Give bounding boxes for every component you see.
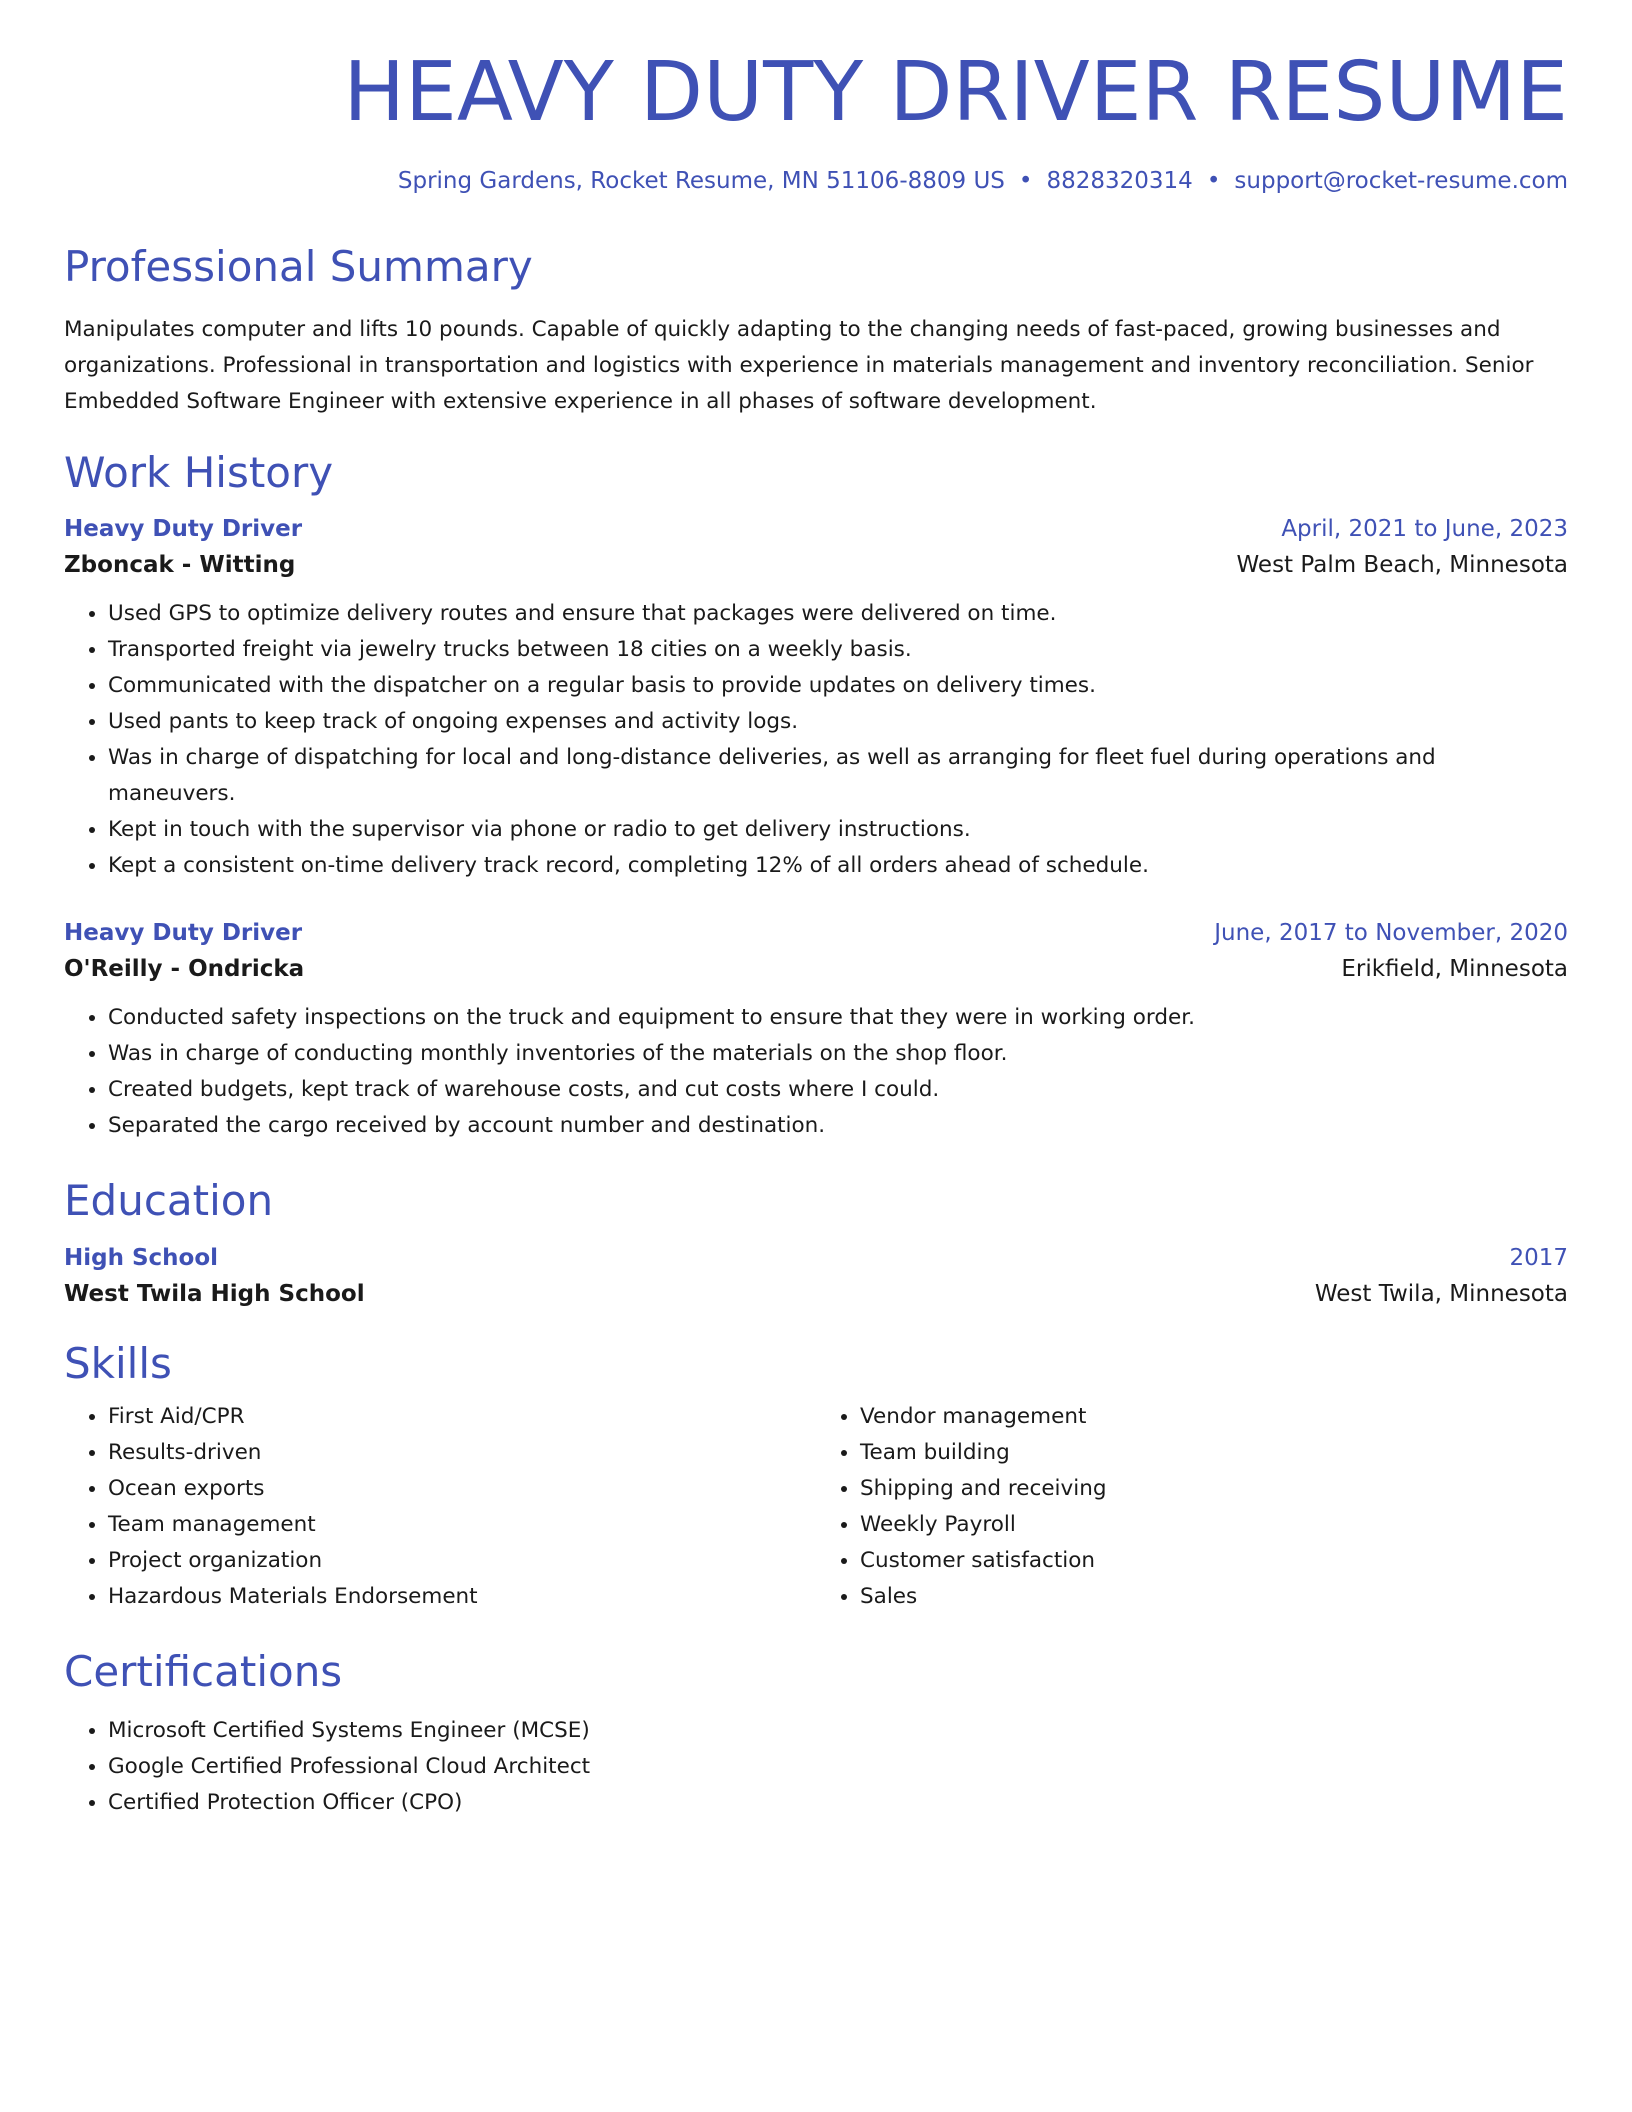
contact-phone: 8828320314	[1046, 168, 1193, 194]
certifications-list	[64, 1713, 1568, 1821]
job-bullet: • Conducted safety inspections on the truck and equipment to ensure that they were in working order.	[108, 1000, 1568, 1036]
job-bullets	[64, 1000, 1568, 1144]
certification-item: • Microsoft Certified Systems Engineer (MCSE)	[108, 1713, 1568, 1749]
skill-item: • Team building	[860, 1435, 1568, 1471]
contact-separator: •	[1206, 168, 1221, 194]
contact-address: Spring Gardens, Rocket Resume, MN 51106-8809 US	[397, 168, 1005, 194]
summary-text: Manipulates computer and lifts 10 pounds. Capable of quickly adapting to the changing needs of fast-paced, growing businesses and organizations. Professional in transportation and logistics with experience in materials management and inventory reconciliation. Senior Embedded Software Engineer with extensive experience in all phases of software development.	[64, 317, 1534, 415]
contact-line	[64, 168, 1568, 194]
job-location: West Palm Beach, Minnesota	[1236, 552, 1568, 579]
job-bullet: • Created budgets, kept track of warehouse costs, and cut costs where I could.	[108, 1072, 1568, 1108]
job-location: Erikfield, Minnesota	[1341, 956, 1568, 983]
education-school: West Twila High School	[64, 1280, 365, 1307]
skill-item: • Shipping and receiving	[860, 1471, 1568, 1507]
certification-item: • Google Certified Professional Cloud Architect	[108, 1749, 1568, 1785]
skills-heading: Skills	[64, 1338, 172, 1388]
job-bullet: • Communicated with the dispatcher on a regular basis to provide updates on delivery times.	[108, 668, 1568, 704]
job-company: O'Reilly - Ondricka	[64, 956, 305, 983]
summary-heading: Professional Summary	[64, 242, 533, 291]
skill-item: • Project organization	[108, 1543, 816, 1579]
certification-item: • Certified Protection Officer (CPO)	[108, 1785, 1568, 1821]
job-bullet: • Kept in touch with the supervisor via phone or radio to get delivery instructions.	[108, 812, 1568, 848]
job-bullet: • Separated the cargo received by account number and destination.	[108, 1108, 1568, 1144]
job-bullet: • Kept a consistent on-time delivery track record, completing 12% of all orders ahead of schedule.	[108, 848, 1568, 884]
contact-separator: •	[1018, 168, 1033, 194]
job-company: Zboncak - Witting	[64, 552, 296, 579]
job-bullet: • Used GPS to optimize delivery routes and ensure that packages were delivered on time.	[108, 596, 1568, 632]
skill-item: • First Aid/CPR	[108, 1399, 816, 1435]
skill-item: • Sales	[860, 1579, 1568, 1615]
skill-item: • Ocean exports	[108, 1471, 816, 1507]
skill-item: • Customer satisfaction	[860, 1543, 1568, 1579]
education-degree: High School	[64, 1244, 219, 1271]
job-bullet: • Was in charge of dispatching for local and long-distance deliveries, as well as arranging for fleet fuel during operations and maneuvers.	[108, 740, 1568, 812]
job-bullet: • Used pants to keep track of ongoing expenses and activity logs.	[108, 704, 1568, 740]
job-bullets	[64, 596, 1568, 884]
education-entry	[64, 1245, 1568, 1307]
skills-column-left	[64, 1399, 816, 1615]
certifications-heading: Certifications	[64, 1646, 343, 1696]
job-entry	[64, 920, 1568, 1144]
job-role: Heavy Duty Driver	[64, 516, 303, 543]
skill-item: • Vendor management	[860, 1399, 1568, 1435]
skill-item: • Team management	[108, 1507, 816, 1543]
resume-page	[64, 45, 1568, 1821]
job-dates: June, 2017 to November, 2020	[1214, 920, 1568, 947]
resume-title: HEAVY DUTY DRIVER RESUME	[343, 45, 1568, 140]
skill-item: • Weekly Payroll	[860, 1507, 1568, 1543]
contact-email: support@rocket-resume.com	[1234, 168, 1568, 194]
skill-item: • Results-driven	[108, 1435, 816, 1471]
education-location: West Twila, Minnesota	[1314, 1280, 1568, 1307]
job-dates: April, 2021 to June, 2023	[1281, 516, 1568, 543]
job-bullet: • Transported freight via jewelry trucks between 18 cities on a weekly basis.	[108, 632, 1568, 668]
job-role: Heavy Duty Driver	[64, 920, 303, 947]
work-history-heading: Work History	[64, 448, 334, 498]
education-year: 2017	[1509, 1244, 1568, 1271]
education-heading: Education	[64, 1176, 274, 1226]
job-entry	[64, 516, 1568, 884]
skills-column-right	[816, 1399, 1568, 1615]
job-bullet: • Was in charge of conducting monthly inventories of the materials on the shop floor.	[108, 1036, 1568, 1072]
skills-grid	[64, 1399, 1568, 1615]
skill-item: • Hazardous Materials Endorsement	[108, 1579, 816, 1615]
